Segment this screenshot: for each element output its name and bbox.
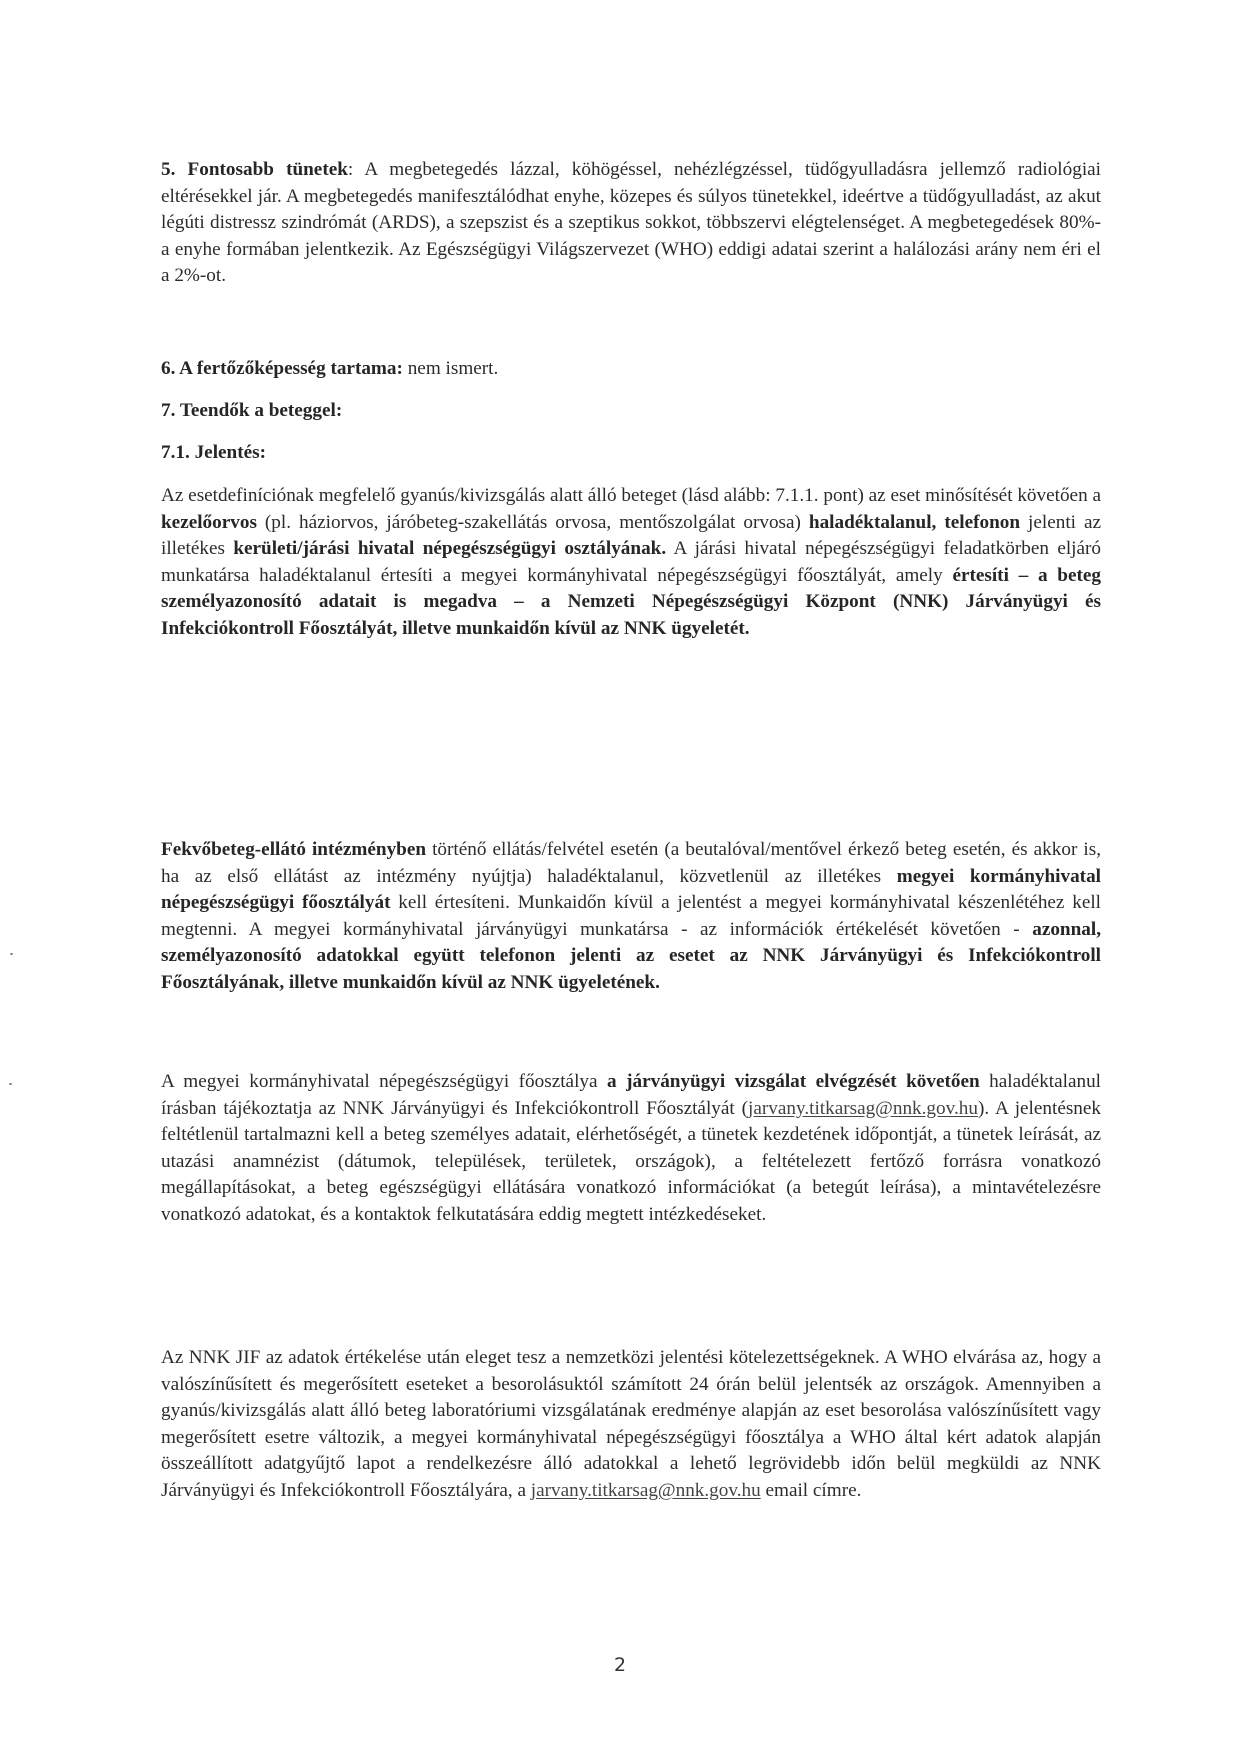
section-7-title-line <box>161 398 342 425</box>
section-6-paragraph <box>161 356 498 383</box>
page-number: 2 <box>613 1654 627 1676</box>
bold-run: Fekvőbeteg-ellátó intézményben <box>161 839 427 860</box>
text-run: haladéktalanul írásban tájékoztatja az NNK Járványügyi és Infekciókontroll Főosztályát ( <box>161 1071 1102 1119</box>
bold-run: a járványügyi vizsgálat elvégzését követően <box>607 1071 980 1092</box>
section-5-paragraph <box>161 157 1101 290</box>
email-link[interactable]: jarvany.titkarsag@nnk.gov.hu <box>530 1479 761 1501</box>
reporting-paragraph-3 <box>161 1069 1101 1229</box>
text-run: Az esetdefiníciónak megfelelő gyanús/kivizsgálás alatt álló beteget (lásd alább: 7.1.1. pont) az eset minősítését követően a <box>161 485 1101 506</box>
text-run: jelenti az illetékes <box>161 511 1102 560</box>
text-run: Az NNK JIF az adatok értékelése után eleget tesz a nemzetközi jelentési kötelezettségeknek. A WHO elvárása az, hogy a valószínűsített és megerősített eseteket a besorolásuktól számított 24 órán belül jelentsék az országok. Amennyiben a gyanús/kivizsgálás alatt álló beteg laboratóriumi vizsgálatának eredménye alapján az eset besorolása valószínűsített vagy megerősített esetre változik, a megyei kormányhivatal népegészségügyi főosztálya a WHO által kért adatok alapján összeállított adatgyűjtő lapot a rendelkezésre álló adatokkal a lehető legrövidebb időn belül megküldi az NNK Járványügyi és Infekciókontroll Főosztályára, a <box>161 1347 1101 1501</box>
section-6-title: 6. A fertőzőképesség tartama: <box>161 358 403 379</box>
scan-speck <box>9 1083 12 1085</box>
bold-run: megyei kormányhivatal népegészségügyi főosztályát <box>161 865 1101 914</box>
text-run: kell értesíteni. Munkaidőn kívül a jelentést a megyei kormányhivatal készenlétéhez kell megtenni. A megyei kormányhivatal járványügyi munkatársa - az információk értékelését követően - <box>161 892 1101 940</box>
section-7-title: 7. Teendők a beteggel: <box>161 400 343 421</box>
text-run: ). A jelentésnek feltétlenül tartalmazni kell a beteg személyes adatait, elérhetőségét, a tünetek kezdetének időpontját, a tünetek leírását, az utazási anamnézist (dátumok, települések, területek, országok), a feltételezett fertőző forrásra vonatkozó megállapításokat, a beteg egészségügyi ellátására vonatkozó információkat (a betegút leírása), a mintavételezésre vonatkozó adatokat, és a kontaktok felkutatására eddig megtett intézkedéseket. <box>161 1097 1102 1225</box>
bold-run: haladéktalanul, telefonon <box>808 511 1021 533</box>
text-run: email címre. <box>760 1479 862 1501</box>
email-link[interactable]: jarvany.titkarsag@nnk.gov.hu <box>748 1097 978 1119</box>
reporting-paragraph-4 <box>161 1345 1101 1505</box>
scan-speck <box>10 953 13 955</box>
section-7-1-title-line <box>161 440 266 467</box>
section-5-text: : A megbetegedés lázzal, köhögéssel, nehézlégzéssel, tüdőgyulladásra jellemző radiológiai eltérésekkel jár. A megbetegedés manifesztálódhat enyhe, közepes és súlyos tünetekkel, ideértve a tüdőgyulladást, az akut légúti distressz szindrómát (ARDS), a szepszist és a szeptikus sokkot, többszervi elégtelenséget. A megbetegedések 80%-a enyhe formában jelentkezik. Az Egészségügyi Világszervezet (WHO) eddigi adatai szerint a halálozási arány nem éri el a 2%-ot. <box>161 159 1102 287</box>
bold-run: kezelőorvos <box>161 511 257 533</box>
section-6-text: nem ismert. <box>402 358 499 379</box>
section-7-1-title: 7.1. Jelentés: <box>161 442 266 463</box>
text-run: A megyei kormányhivatal népegészségügyi főosztálya <box>161 1071 608 1092</box>
bold-run: értesíti – a beteg személyazonosító adatait is megadva – a Nemzeti Népegészségügyi Központ (NNK) Járványügyi és Infekciókontroll Főosztályát, illetve munkaidőn kívül az NNK ügyeletét. <box>161 564 1101 639</box>
reporting-paragraph-1 <box>161 483 1101 643</box>
bold-run: kerületi/járási hivatal népegészségügyi osztályának. <box>233 538 667 560</box>
bold-run: azonnal, személyazonosító adatokkal együtt telefonon jelenti az esetet az NNK Járványügyi és Infekciókontroll Főosztályának, illetve munkaidőn kívül az NNK ügyeletének. <box>161 918 1101 993</box>
text-run: A járási hivatal népegészségügyi feladatkörben eljáró munkatársa haladéktalanul értesíti a megyei kormányhivatal népegészségügyi főosztályát, amely <box>161 538 1102 586</box>
text-run: (pl. háziorvos, járóbeteg-szakellátás orvosa, mentőszolgálat orvosa) <box>256 511 809 533</box>
text-run: történő ellátás/felvétel esetén (a beutalóval/mentővel érkező beteg esetén, és akkor is, ha az első ellátást az intézmény nyújtja) haladéktalanul, közvetlenül az illetékes <box>161 839 1101 887</box>
reporting-paragraph-2 <box>161 837 1101 997</box>
section-5-title: 5. Fontosabb tünetek <box>161 159 348 180</box>
